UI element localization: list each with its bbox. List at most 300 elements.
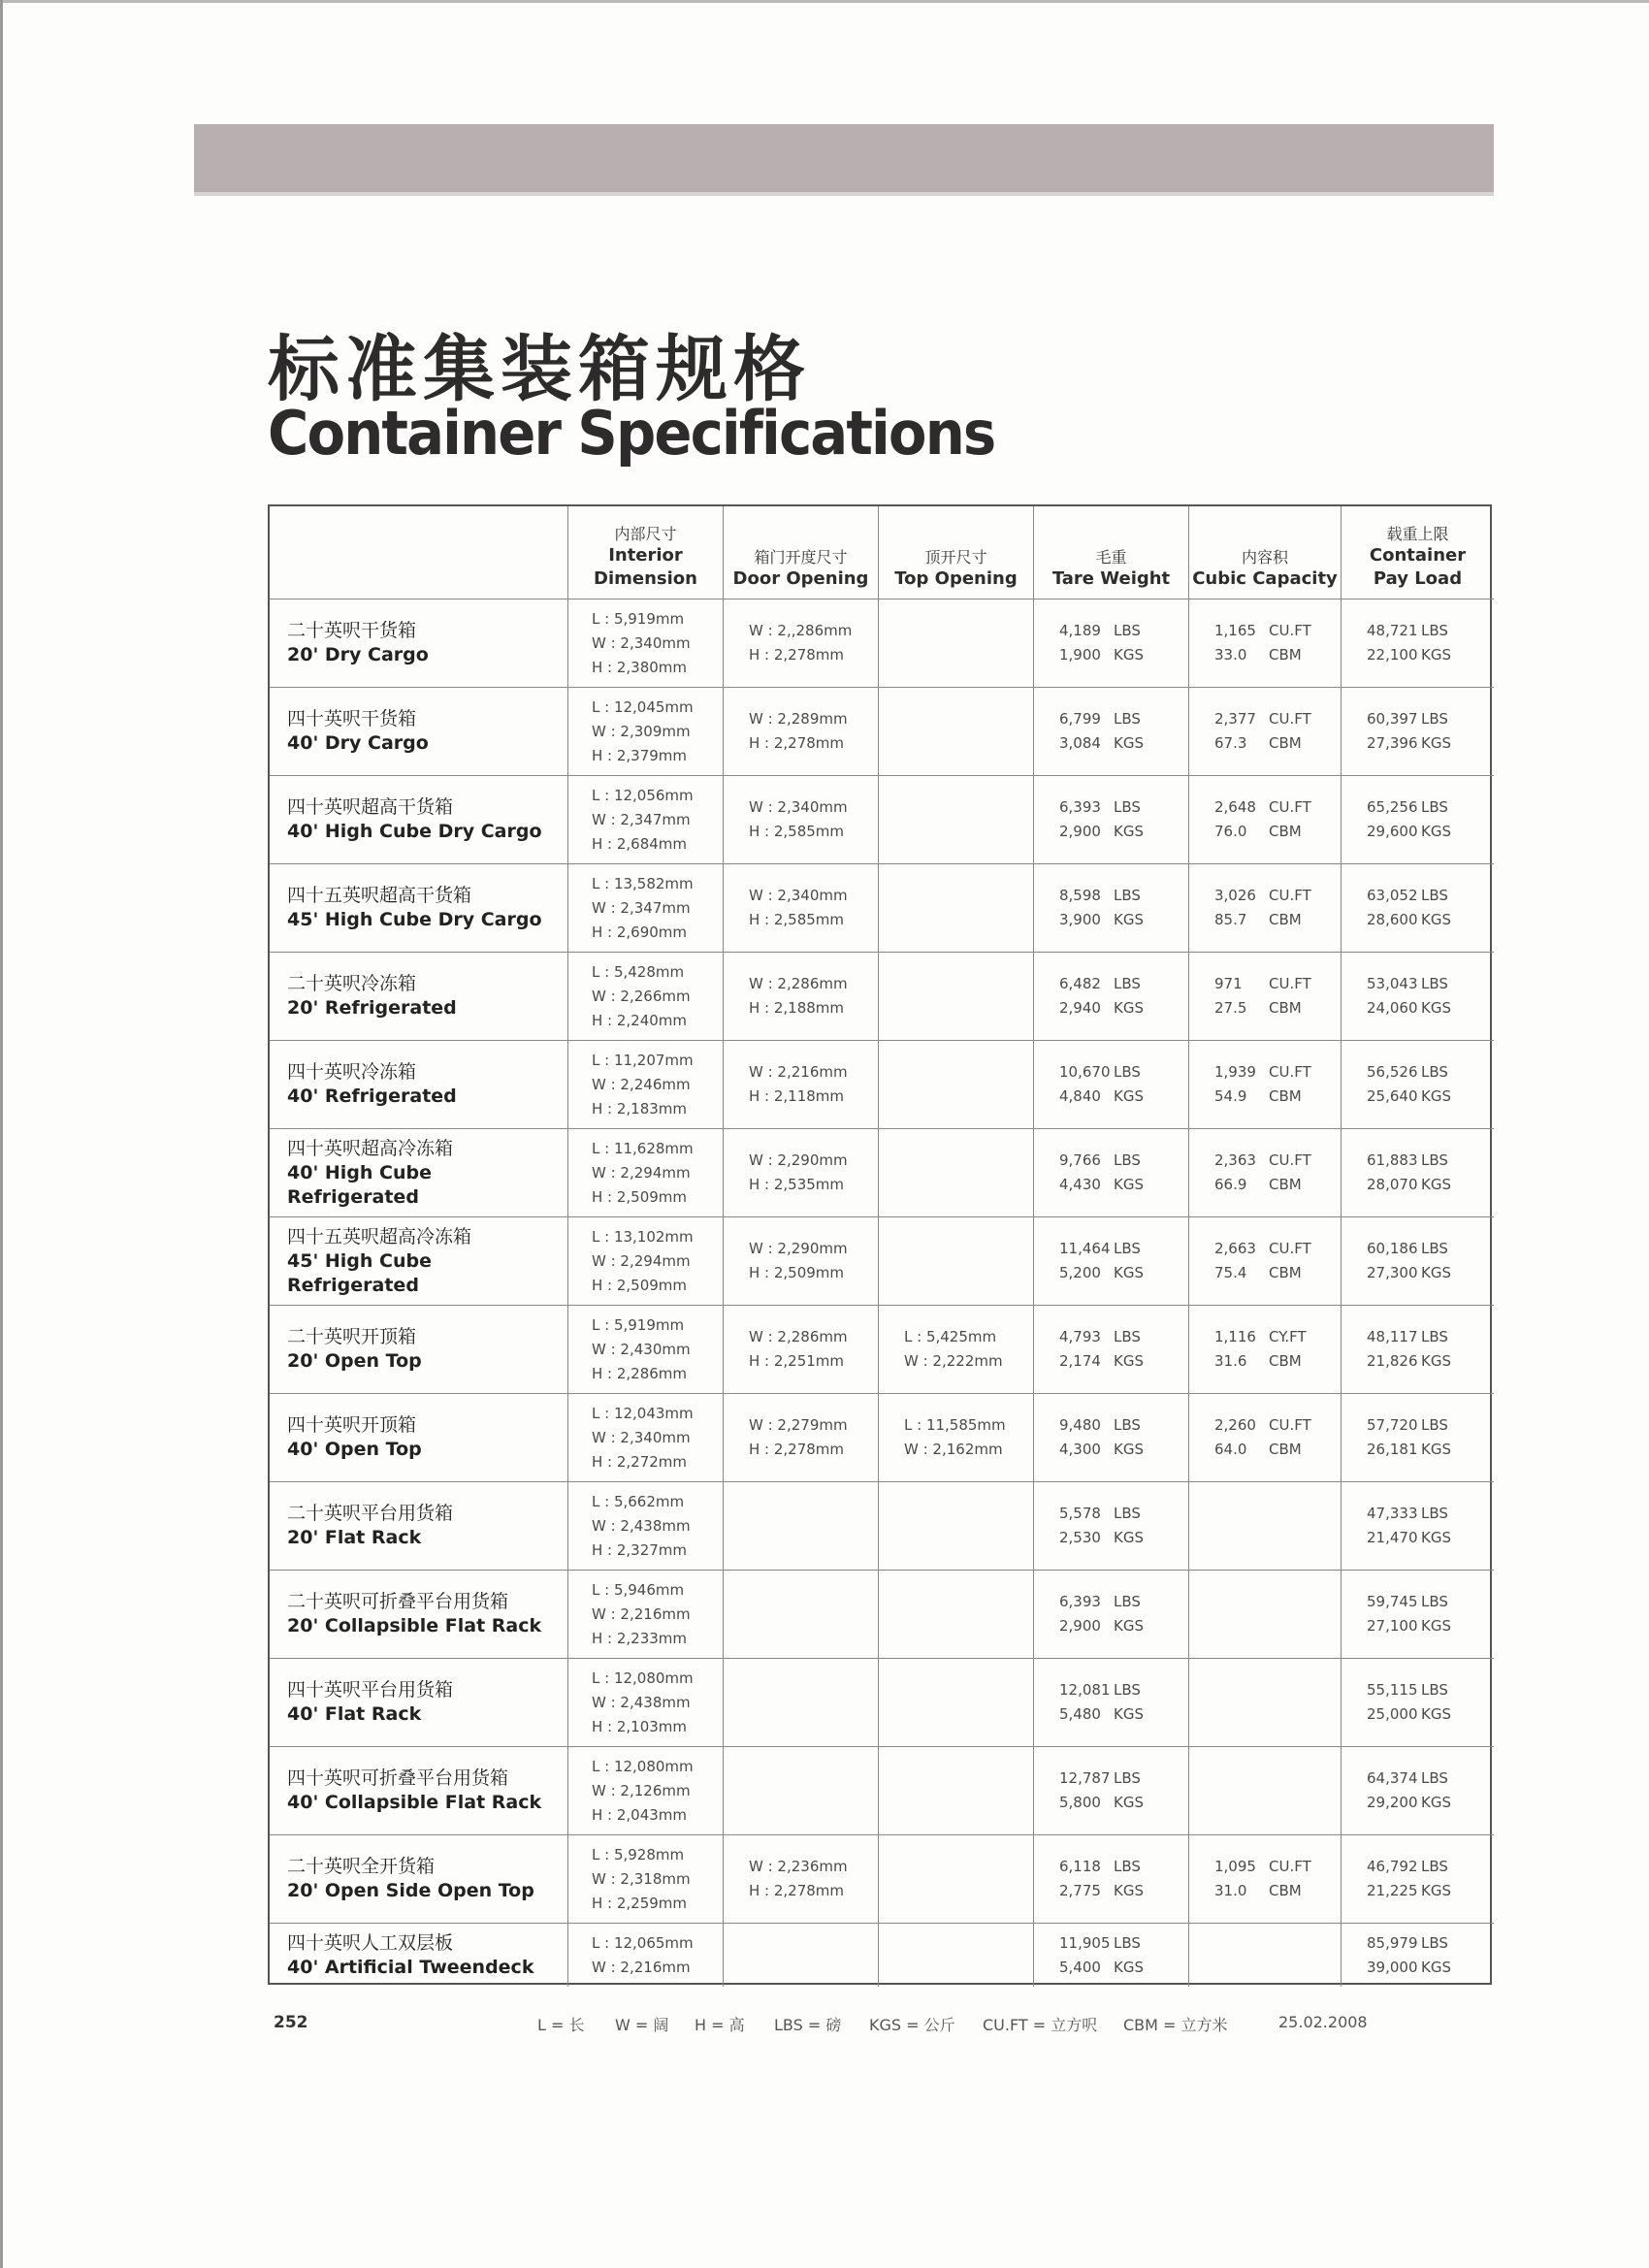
cubic-capacity-cuft-value: 2,260 bbox=[1214, 1416, 1256, 1434]
cubic-capacity-cuft-unit: CY.FT bbox=[1269, 1328, 1307, 1345]
interior-height: H : 2,043mm bbox=[592, 1805, 688, 1824]
tare-weight-lbs-value: 12,787 bbox=[1059, 1769, 1111, 1787]
tare-weight-kgs-value: 2,900 bbox=[1059, 1617, 1101, 1635]
pay-load-kgs-value: 28,070 bbox=[1367, 1176, 1418, 1193]
container-type-cell bbox=[270, 1924, 568, 1987]
tare-weight-kgs-value: 5,800 bbox=[1059, 1794, 1101, 1811]
interior-height: H : 2,259mm bbox=[592, 1894, 688, 1912]
cubic-capacity-cbm-value: 85.7 bbox=[1214, 911, 1247, 928]
container-type-en: 20' Refrigerated bbox=[287, 997, 457, 1019]
pay-load-kgs-unit: KGS bbox=[1421, 734, 1451, 752]
tare-weight-lbs bbox=[1059, 1678, 1188, 1702]
pay-load-lbs-unit: LBS bbox=[1421, 1240, 1448, 1257]
cubic-capacity-cuft-value: 2,648 bbox=[1214, 798, 1256, 816]
door-height: H : 2,118mm bbox=[749, 1087, 845, 1105]
cubic-capacity-cell bbox=[1189, 776, 1342, 864]
page-footer bbox=[274, 2013, 1368, 2036]
interior-dimension-cell bbox=[568, 864, 724, 953]
top-opening-cell bbox=[879, 776, 1034, 864]
interior-length: L : 13,582mm bbox=[592, 874, 694, 892]
cubic-capacity-cell bbox=[1189, 1482, 1342, 1571]
pay-load-lbs bbox=[1367, 1855, 1494, 1879]
header-interior-dimension: 内部尺寸 Interior Dimension bbox=[568, 506, 724, 599]
cubic-capacity-cell bbox=[1189, 1659, 1342, 1747]
container-type-cn: 四十英呎平台用货箱 bbox=[287, 1679, 454, 1701]
pay-load-kgs bbox=[1367, 1526, 1494, 1550]
cubic-capacity-cell bbox=[1189, 599, 1342, 688]
tare-weight-lbs-value: 12,081 bbox=[1059, 1681, 1111, 1699]
interior-height: H : 2,684mm bbox=[592, 834, 688, 853]
interior-height: H : 2,286mm bbox=[592, 1364, 688, 1382]
top-opening-cell bbox=[879, 1482, 1034, 1571]
tare-weight-lbs-value: 6,799 bbox=[1059, 710, 1101, 728]
tare-weight-cell bbox=[1034, 1659, 1189, 1747]
interior-width: W : 2,246mm bbox=[592, 1075, 691, 1093]
cubic-capacity-cbm-value: 33.0 bbox=[1214, 646, 1247, 664]
cubic-capacity-cuft-unit: CU.FT bbox=[1269, 798, 1311, 816]
container-type-en: 20' Collapsible Flat Rack bbox=[287, 1615, 542, 1636]
container-type-cn: 二十英呎冷冻箱 bbox=[287, 973, 417, 994]
interior-width: W : 2,294mm bbox=[592, 1163, 691, 1182]
cubic-capacity-cuft-value: 1,939 bbox=[1214, 1063, 1256, 1081]
tare-weight-kgs bbox=[1059, 1791, 1188, 1815]
tare-weight-cell bbox=[1034, 1041, 1189, 1129]
interior-length: L : 12,045mm bbox=[592, 697, 694, 716]
cubic-capacity-cbm-unit: CBM bbox=[1269, 1352, 1302, 1370]
container-type-cn: 四十英呎冷冻箱 bbox=[287, 1061, 417, 1083]
interior-width: W : 2,340mm bbox=[592, 633, 691, 652]
pay-load-kgs-unit: KGS bbox=[1421, 1705, 1451, 1723]
page-top-edge bbox=[0, 0, 1649, 3]
door-height: H : 2,509mm bbox=[749, 1264, 845, 1281]
cubic-capacity-cbm-value: 66.9 bbox=[1214, 1176, 1247, 1193]
header-pay-load: 载重上限 Container Pay Load bbox=[1342, 506, 1494, 599]
interior-width: W : 2,438mm bbox=[592, 1693, 691, 1711]
tare-weight-lbs bbox=[1059, 1502, 1188, 1526]
pay-load-kgs-value: 25,000 bbox=[1367, 1705, 1418, 1723]
tare-weight-lbs-unit: LBS bbox=[1114, 1416, 1141, 1434]
tare-weight-kgs-value: 3,900 bbox=[1059, 911, 1101, 928]
cubic-capacity-cbm bbox=[1214, 996, 1341, 1021]
pay-load-cell bbox=[1342, 1571, 1494, 1659]
tare-weight-kgs bbox=[1059, 1702, 1188, 1727]
cubic-capacity-cell bbox=[1189, 1394, 1342, 1482]
pay-load-kgs-unit: KGS bbox=[1421, 1176, 1451, 1193]
pay-load-cell bbox=[1342, 1835, 1494, 1924]
tare-weight-kgs-value: 5,200 bbox=[1059, 1264, 1101, 1281]
pay-load-lbs bbox=[1367, 1502, 1494, 1526]
pay-load-cell bbox=[1342, 1306, 1494, 1394]
tare-weight-lbs bbox=[1059, 1325, 1188, 1349]
interior-dimension-cell bbox=[568, 1306, 724, 1394]
pay-load-lbs bbox=[1367, 1413, 1494, 1438]
tare-weight-cell bbox=[1034, 1217, 1189, 1306]
interior-dimension-cell bbox=[568, 1394, 724, 1482]
tare-weight-kgs-unit: KGS bbox=[1114, 823, 1144, 840]
tare-weight-lbs-unit: LBS bbox=[1114, 1593, 1141, 1610]
cubic-capacity-cuft bbox=[1214, 884, 1341, 908]
tare-weight-cell bbox=[1034, 1306, 1189, 1394]
interior-length: L : 11,207mm bbox=[592, 1051, 694, 1069]
pay-load-lbs bbox=[1367, 795, 1494, 820]
tare-weight-kgs-value: 4,840 bbox=[1059, 1087, 1101, 1105]
pay-load-lbs-unit: LBS bbox=[1421, 710, 1448, 728]
pay-load-lbs-unit: LBS bbox=[1421, 622, 1448, 639]
tare-weight-cell bbox=[1034, 1835, 1189, 1924]
pay-load-lbs-value: 53,043 bbox=[1367, 975, 1418, 992]
pay-load-kgs-value: 25,640 bbox=[1367, 1087, 1418, 1105]
cubic-capacity-cbm bbox=[1214, 1879, 1341, 1903]
interior-height: H : 2,233mm bbox=[592, 1629, 688, 1647]
container-type-cell bbox=[270, 599, 568, 688]
tare-weight-cell bbox=[1034, 1924, 1189, 1987]
pay-load-lbs-value: 48,117 bbox=[1367, 1328, 1418, 1345]
container-type-cn: 四十五英呎超高干货箱 bbox=[287, 885, 472, 906]
top-opening-cell bbox=[879, 599, 1034, 688]
tare-weight-kgs-unit: KGS bbox=[1114, 1882, 1144, 1899]
legend-width: W = 阔 bbox=[615, 2016, 669, 2034]
pay-load-kgs-value: 21,470 bbox=[1367, 1529, 1418, 1546]
interior-height: H : 2,690mm bbox=[592, 923, 688, 941]
cubic-capacity-cuft-unit: CU.FT bbox=[1269, 887, 1311, 904]
tare-weight-kgs-value: 1,900 bbox=[1059, 646, 1101, 664]
cubic-capacity-cell bbox=[1189, 688, 1342, 776]
pay-load-kgs-value: 27,100 bbox=[1367, 1617, 1418, 1635]
pay-load-lbs-unit: LBS bbox=[1421, 1505, 1448, 1522]
pay-load-lbs-value: 56,526 bbox=[1367, 1063, 1418, 1081]
pay-load-lbs bbox=[1367, 972, 1494, 996]
pay-load-cell bbox=[1342, 688, 1494, 776]
pay-load-cell bbox=[1342, 1924, 1494, 1987]
pay-load-kgs bbox=[1367, 1349, 1494, 1374]
container-type-en: 40' Refrigerated bbox=[287, 1085, 457, 1107]
header-top-opening: 顶开尺寸 Top Opening bbox=[879, 506, 1034, 599]
legend-cuft: CU.FT = 立方呎 bbox=[983, 2016, 1098, 2034]
interior-width: W : 2,294mm bbox=[592, 1251, 691, 1270]
cubic-capacity-cbm-unit: CBM bbox=[1269, 911, 1302, 928]
door-opening-cell bbox=[724, 1041, 879, 1129]
interior-width: W : 2,347mm bbox=[592, 810, 691, 828]
container-type-cell bbox=[270, 953, 568, 1041]
interior-length: L : 11,628mm bbox=[592, 1139, 694, 1157]
pay-load-lbs bbox=[1367, 1237, 1494, 1261]
tare-weight-kgs bbox=[1059, 643, 1188, 667]
tare-weight-lbs-value: 8,598 bbox=[1059, 887, 1101, 904]
container-type-en: 40' Collapsible Flat Rack bbox=[287, 1792, 542, 1813]
interior-length: L : 12,043mm bbox=[592, 1404, 694, 1422]
tare-weight-lbs bbox=[1059, 619, 1188, 643]
container-spec-table bbox=[268, 504, 1492, 1985]
top-opening-cell bbox=[879, 1394, 1034, 1482]
tare-weight-lbs-value: 6,393 bbox=[1059, 1593, 1101, 1610]
cubic-capacity-cuft bbox=[1214, 707, 1341, 731]
cubic-capacity-cbm-value: 54.9 bbox=[1214, 1087, 1247, 1105]
cubic-capacity-cuft-unit: CU.FT bbox=[1269, 710, 1311, 728]
tare-weight-lbs-value: 9,766 bbox=[1059, 1151, 1101, 1169]
pay-load-lbs-unit: LBS bbox=[1421, 1416, 1448, 1434]
cubic-capacity-cbm bbox=[1214, 1349, 1341, 1374]
cubic-capacity-cbm bbox=[1214, 1438, 1341, 1462]
cubic-capacity-cbm-unit: CBM bbox=[1269, 1441, 1302, 1458]
door-height: H : 2,251mm bbox=[749, 1352, 845, 1370]
cubic-capacity-cuft-value: 2,663 bbox=[1214, 1240, 1256, 1257]
cubic-capacity-cuft bbox=[1214, 1237, 1341, 1261]
door-width: W : 2,289mm bbox=[749, 710, 848, 728]
page-number: 252 bbox=[274, 2013, 308, 2032]
interior-height: H : 2,183mm bbox=[592, 1099, 688, 1118]
interior-width: W : 2,216mm bbox=[592, 1604, 691, 1623]
tare-weight-lbs-unit: LBS bbox=[1114, 710, 1141, 728]
door-width: W : 2,216mm bbox=[749, 1063, 848, 1081]
container-type-cell bbox=[270, 1129, 568, 1217]
interior-dimension-cell bbox=[568, 1659, 724, 1747]
cubic-capacity-cbm-unit: CBM bbox=[1269, 646, 1302, 664]
cubic-capacity-cuft-value: 3,026 bbox=[1214, 887, 1256, 904]
cubic-capacity-cell bbox=[1189, 1835, 1342, 1924]
tare-weight-lbs-value: 9,480 bbox=[1059, 1416, 1101, 1434]
pay-load-lbs-unit: LBS bbox=[1421, 1063, 1448, 1081]
pay-load-cell bbox=[1342, 953, 1494, 1041]
container-type-cn: 二十英呎全开货箱 bbox=[287, 1856, 436, 1877]
cubic-capacity-cuft-unit: CU.FT bbox=[1269, 1858, 1311, 1875]
door-height: H : 2,278mm bbox=[749, 1441, 845, 1458]
pay-load-kgs bbox=[1367, 1261, 1494, 1285]
interior-dimension-cell bbox=[568, 599, 724, 688]
legend-lbs: LBS = 磅 bbox=[774, 2016, 842, 2034]
interior-dimension-cell bbox=[568, 953, 724, 1041]
interior-length: L : 5,946mm bbox=[592, 1580, 685, 1599]
pay-load-cell bbox=[1342, 776, 1494, 864]
interior-dimension-cell bbox=[568, 776, 724, 864]
tare-weight-lbs bbox=[1059, 795, 1188, 820]
tare-weight-kgs-unit: KGS bbox=[1114, 1176, 1144, 1193]
tare-weight-cell bbox=[1034, 1394, 1189, 1482]
top-opening-cell bbox=[879, 953, 1034, 1041]
pay-load-lbs-unit: LBS bbox=[1421, 1681, 1448, 1699]
cubic-capacity-cbm bbox=[1214, 1085, 1341, 1109]
interior-dimension-cell bbox=[568, 1747, 724, 1835]
pay-load-lbs-value: 60,186 bbox=[1367, 1240, 1418, 1257]
pay-load-kgs-unit: KGS bbox=[1421, 911, 1451, 928]
tare-weight-cell bbox=[1034, 688, 1189, 776]
tare-weight-lbs-value: 11,905 bbox=[1059, 1933, 1111, 1952]
top-opening-cell bbox=[879, 1041, 1034, 1129]
cubic-capacity-cbm bbox=[1214, 820, 1341, 844]
top-opening-cell bbox=[879, 1571, 1034, 1659]
pay-load-kgs bbox=[1367, 820, 1494, 844]
cubic-capacity-cbm-value: 75.4 bbox=[1214, 1264, 1247, 1281]
tare-weight-kgs-unit: KGS bbox=[1114, 1794, 1144, 1811]
pay-load-cell bbox=[1342, 599, 1494, 688]
pay-load-lbs bbox=[1367, 707, 1494, 731]
tare-weight-kgs-unit: KGS bbox=[1114, 734, 1144, 752]
pay-load-lbs bbox=[1367, 1590, 1494, 1614]
cubic-capacity-cuft-unit: CU.FT bbox=[1269, 1416, 1311, 1434]
pay-load-kgs-unit: KGS bbox=[1421, 1087, 1451, 1105]
legend-kgs: KGS = 公斤 bbox=[869, 2016, 955, 2034]
cubic-capacity-cell bbox=[1189, 1571, 1342, 1659]
legend-length: L = 长 bbox=[537, 2016, 585, 2034]
tare-weight-kgs-unit: KGS bbox=[1114, 1958, 1144, 1976]
pay-load-lbs bbox=[1367, 1931, 1494, 1956]
tare-weight-lbs-unit: LBS bbox=[1114, 1681, 1141, 1699]
top-opening-cell bbox=[879, 1306, 1034, 1394]
container-type-cell bbox=[270, 1217, 568, 1306]
interior-length: L : 5,919mm bbox=[592, 1315, 685, 1334]
tare-weight-kgs-value: 2,530 bbox=[1059, 1529, 1101, 1546]
pay-load-kgs bbox=[1367, 1956, 1494, 1980]
pay-load-kgs bbox=[1367, 1173, 1494, 1197]
pay-load-lbs-value: 59,745 bbox=[1367, 1593, 1418, 1610]
cubic-capacity-cuft-value: 2,377 bbox=[1214, 710, 1256, 728]
pay-load-kgs-value: 29,200 bbox=[1367, 1794, 1418, 1811]
tare-weight-kgs bbox=[1059, 1526, 1188, 1550]
tare-weight-lbs-value: 4,189 bbox=[1059, 622, 1101, 639]
container-type-cn: 四十英呎超高冷冻箱 bbox=[287, 1137, 454, 1159]
pay-load-kgs bbox=[1367, 1702, 1494, 1727]
door-height: H : 2,188mm bbox=[749, 999, 845, 1017]
pay-load-lbs bbox=[1367, 884, 1494, 908]
tare-weight-kgs bbox=[1059, 908, 1188, 932]
door-opening-cell bbox=[724, 1482, 879, 1571]
interior-length: L : 13,102mm bbox=[592, 1227, 694, 1246]
door-opening-cell bbox=[724, 1129, 879, 1217]
cubic-capacity-cbm bbox=[1214, 643, 1341, 667]
tare-weight-kgs bbox=[1059, 1879, 1188, 1903]
interior-dimension-cell bbox=[568, 1571, 724, 1659]
interior-dimension-cell bbox=[568, 1041, 724, 1129]
container-type-cn: 四十英呎超高干货箱 bbox=[287, 796, 454, 818]
tare-weight-cell bbox=[1034, 1571, 1189, 1659]
top-opening-cell bbox=[879, 688, 1034, 776]
pay-load-kgs-value: 24,060 bbox=[1367, 999, 1418, 1017]
header-container-type bbox=[270, 506, 568, 599]
pay-load-lbs-value: 60,397 bbox=[1367, 710, 1418, 728]
pay-load-lbs-unit: LBS bbox=[1421, 887, 1448, 904]
door-opening-cell bbox=[724, 1306, 879, 1394]
tare-weight-lbs-value: 4,793 bbox=[1059, 1328, 1101, 1345]
tare-weight-kgs-value: 3,084 bbox=[1059, 734, 1101, 752]
legend-height: H = 高 bbox=[695, 2016, 745, 2034]
cubic-capacity-cuft-value: 971 bbox=[1214, 975, 1243, 992]
pay-load-kgs-value: 21,225 bbox=[1367, 1882, 1418, 1899]
interior-height: H : 2,272mm bbox=[592, 1452, 688, 1471]
pay-load-lbs bbox=[1367, 1060, 1494, 1085]
pay-load-cell bbox=[1342, 1394, 1494, 1482]
pay-load-lbs bbox=[1367, 1149, 1494, 1173]
cubic-capacity-cell bbox=[1189, 953, 1342, 1041]
pay-load-lbs-value: 85,979 bbox=[1367, 1933, 1418, 1952]
interior-width: W : 2,309mm bbox=[592, 722, 691, 740]
tare-weight-kgs bbox=[1059, 1956, 1188, 1980]
pay-load-kgs bbox=[1367, 643, 1494, 667]
door-opening-cell bbox=[724, 1394, 879, 1482]
interior-width: W : 2,430mm bbox=[592, 1340, 691, 1358]
interior-width: W : 2,266mm bbox=[592, 987, 691, 1005]
pay-load-kgs-unit: KGS bbox=[1421, 1529, 1451, 1546]
cubic-capacity-cbm-value: 64.0 bbox=[1214, 1441, 1247, 1458]
tare-weight-lbs-value: 5,578 bbox=[1059, 1505, 1101, 1522]
header-door-opening: 箱门开度尺寸 Door Opening bbox=[724, 506, 879, 599]
cubic-capacity-cuft-value: 1,165 bbox=[1214, 622, 1256, 639]
tare-weight-lbs-unit: LBS bbox=[1114, 1769, 1141, 1787]
container-type-en: 40' High Cube Refrigerated bbox=[287, 1161, 432, 1208]
pay-load-kgs-value: 27,300 bbox=[1367, 1264, 1418, 1281]
cubic-capacity-cbm bbox=[1214, 731, 1341, 756]
cubic-capacity-cuft bbox=[1214, 1060, 1341, 1085]
top-opening-cell bbox=[879, 864, 1034, 953]
cubic-capacity-cuft bbox=[1214, 1855, 1341, 1879]
pay-load-kgs bbox=[1367, 1879, 1494, 1903]
interior-length: L : 5,428mm bbox=[592, 962, 685, 981]
container-type-cell bbox=[270, 1571, 568, 1659]
door-width: W : 2,340mm bbox=[749, 798, 848, 816]
interior-width: W : 2,216mm bbox=[592, 1958, 691, 1976]
cubic-capacity-cell bbox=[1189, 1306, 1342, 1394]
cubic-capacity-cell bbox=[1189, 1217, 1342, 1306]
top-length: L : 11,585mm bbox=[904, 1416, 1006, 1434]
container-type-cn: 二十英呎干货箱 bbox=[287, 620, 417, 641]
door-opening-cell bbox=[724, 1924, 879, 1987]
tare-weight-kgs bbox=[1059, 731, 1188, 756]
cubic-capacity-cuft-value: 1,116 bbox=[1214, 1328, 1256, 1345]
tare-weight-lbs-unit: LBS bbox=[1114, 622, 1141, 639]
tare-weight-kgs-unit: KGS bbox=[1114, 1529, 1144, 1546]
door-opening-cell bbox=[724, 1659, 879, 1747]
pay-load-kgs-value: 26,181 bbox=[1367, 1441, 1418, 1458]
tare-weight-lbs bbox=[1059, 884, 1188, 908]
cubic-capacity-cuft-unit: CU.FT bbox=[1269, 1063, 1311, 1081]
tare-weight-lbs-unit: LBS bbox=[1114, 1063, 1141, 1081]
tare-weight-kgs-unit: KGS bbox=[1114, 999, 1144, 1017]
tare-weight-kgs-unit: KGS bbox=[1114, 1705, 1144, 1723]
pay-load-kgs-unit: KGS bbox=[1421, 999, 1451, 1017]
tare-weight-kgs bbox=[1059, 1614, 1188, 1638]
container-type-cn: 四十英呎干货箱 bbox=[287, 708, 417, 729]
tare-weight-kgs-value: 5,400 bbox=[1059, 1958, 1101, 1976]
door-height: H : 2,585mm bbox=[749, 911, 845, 928]
tare-weight-lbs-value: 10,670 bbox=[1059, 1063, 1111, 1081]
tare-weight-kgs bbox=[1059, 820, 1188, 844]
cubic-capacity-cbm-unit: CBM bbox=[1269, 1264, 1302, 1281]
pay-load-kgs-value: 28,600 bbox=[1367, 911, 1418, 928]
pay-load-cell bbox=[1342, 1482, 1494, 1571]
tare-weight-kgs-value: 2,775 bbox=[1059, 1882, 1101, 1899]
tare-weight-kgs-unit: KGS bbox=[1114, 1617, 1144, 1635]
top-opening-cell bbox=[879, 1747, 1034, 1835]
cubic-capacity-cell bbox=[1189, 1924, 1342, 1987]
door-opening-cell bbox=[724, 1747, 879, 1835]
container-type-cell bbox=[270, 1747, 568, 1835]
cubic-capacity-cuft bbox=[1214, 1149, 1341, 1173]
container-type-en: 45' High Cube Dry Cargo bbox=[287, 909, 542, 930]
interior-length: L : 12,080mm bbox=[592, 1669, 694, 1687]
cubic-capacity-cbm-value: 67.3 bbox=[1214, 734, 1247, 752]
tare-weight-cell bbox=[1034, 776, 1189, 864]
interior-length: L : 5,662mm bbox=[592, 1492, 685, 1510]
door-width: W : 2,279mm bbox=[749, 1416, 848, 1434]
container-type-en: 20' Open Top bbox=[287, 1350, 422, 1372]
container-type-en: 20' Dry Cargo bbox=[287, 644, 429, 665]
tare-weight-lbs bbox=[1059, 1413, 1188, 1438]
pay-load-kgs bbox=[1367, 1614, 1494, 1638]
tare-weight-cell bbox=[1034, 599, 1189, 688]
pay-load-kgs-unit: KGS bbox=[1421, 1958, 1451, 1976]
door-opening-cell bbox=[724, 953, 879, 1041]
cubic-capacity-cell bbox=[1189, 864, 1342, 953]
tare-weight-kgs-value: 5,480 bbox=[1059, 1705, 1101, 1723]
tare-weight-lbs bbox=[1059, 707, 1188, 731]
